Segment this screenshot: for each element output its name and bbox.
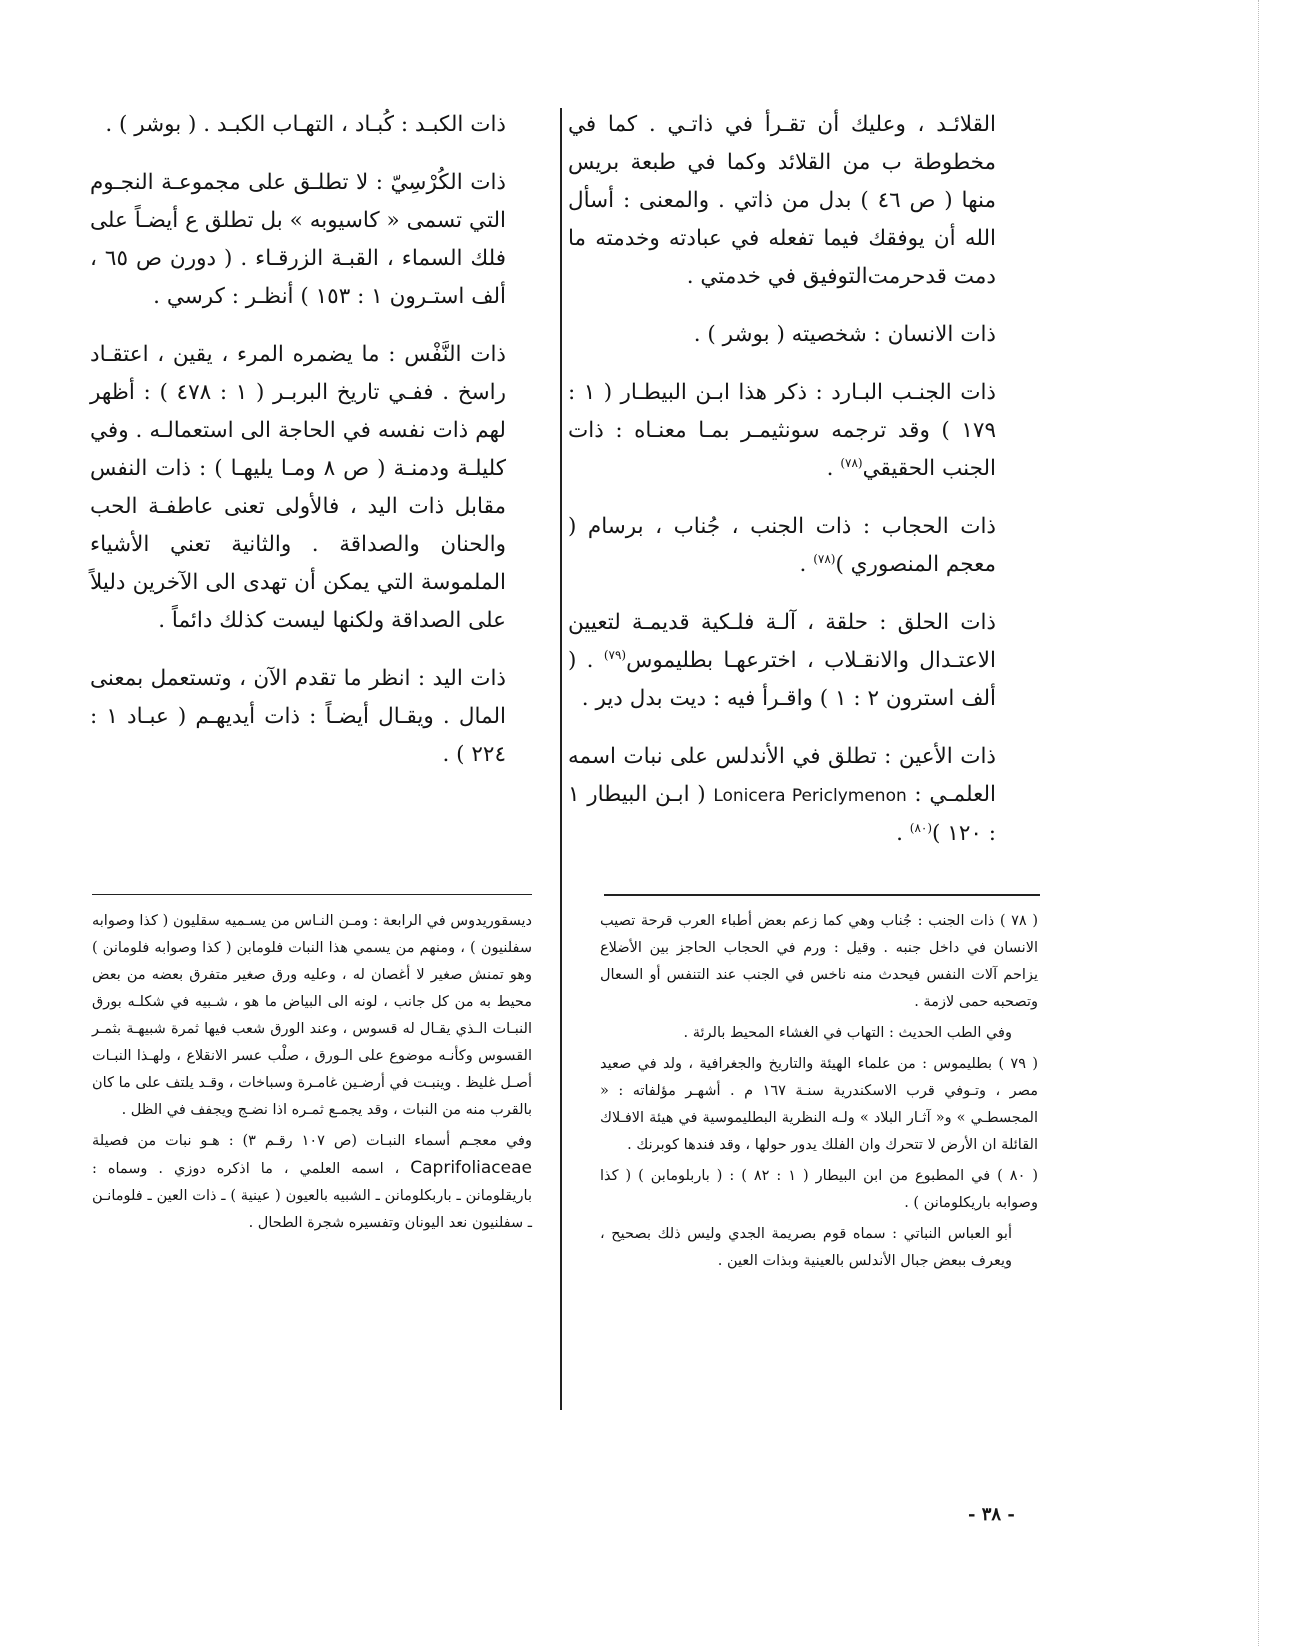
- footnote-rule-left: [92, 894, 532, 895]
- footnotes-left: [92, 908, 532, 1241]
- footnote-79: ( ٧٩ ) بطليموس : من علماء الهيئة والتاريخ والجغرافية ، ولد في صعيد مصر ، وتـوفي قرب الاسكندرية سنـة ١٦٧ م . أشهـر مؤلفاته : « المجسطـي » و« آثـار البلاد » ولـه النظرية البطليموسية في هيئة الافـلاك القائلة ان الأرض لا تتحرك وان الفلك يدور حولها ، وقد فندها كوبرنك .: [600, 1056, 1038, 1153]
- entry-dhat-al-janb-al-barid: ذات الجنـب البـارد : ذكر هذا ابـن البيطـار ( ١ : ١٧٩ ) وقد ترجمه سونثيمـر بمـا معنـاه : ذات الجنب الحقيقي$^{(٧٨)}$ .: [568, 380, 996, 481]
- entry-dhat-al-insan: ذات الانسان : شخصيته ( بوشر ) .: [693, 322, 996, 347]
- footnote-80: ( ٨٠ ) في المطبوع من ابن البيطار ( ١ : ٨٢ ) : ( باربلومابن ) ( كذا وصوابه باريكلومانن ) .: [600, 1168, 1038, 1211]
- column-divider: [560, 108, 562, 1410]
- entry-dhat-al-hijab: ذات الحجاب : ذات الجنب ، جُناب ، برسام ( معجم المنصوري )$^{(٧٨)}$ .: [568, 514, 996, 577]
- footnote-78-note: وفي الطب الحديث : التهاب في الغشاء المحيط بالرئة .: [683, 1025, 1012, 1041]
- footnote-78: ( ٧٨ ) ذات الجنب : جُناب وهي كما زعم بعض أطباء العرب قرحة تصيب الانسان في داخل جنبه . وقيل : ورم في الحجاب الحاجز بين الأضلاع يزاحم آلات النفس فيحدث منه ناخس في الجنب عند التنفس أو السعال وتصحبه حمى لازمة .: [600, 913, 1038, 1010]
- right-column: [568, 106, 996, 873]
- left-column: [90, 106, 506, 794]
- entry-dhat-al-nafs: ذات النَّفْس : ما يضمره المرء ، يقين ، اعتقـاد راسخ . ففـي تاريخ البربـر ( ١ : ٤٧٨ ) : أظهر لهم ذات نفسه في الحاجة الى استعمالـه . وفي كليلـة ودمنـة ( ص ٨ ومـا يليهـا ) : ذات النفس مقابل ذات اليد ، فالأولى تعنى عاطفـة الحب والحنان والصداقة . والثانية تعني الأشياء الملموسة التي يمكن أن تهدى الى الآخرين دليلاً على الصداقة ولكنها ليست كذلك دائماً .: [90, 342, 506, 633]
- entry-dhat-al-kursi: ذات الكُرْسِيّ : لا تطلـق على مجموعـة النجـوم التي تسمى « كاسيوبه » بل تطلق ع أيضـاً على فلك السماء ، القبـة الزرقـاء . ( دورن ص ٦٥ ، ألف استـرون ١ : ١٥٣ ) أنظـر : كرسي .: [90, 170, 506, 309]
- page-edge-line: [1258, 0, 1260, 1646]
- entry-dhat-al-yad: ذات اليد : انظر ما تقدم الآن ، وتستعمل بمعنى المال . ويقـال أيضـاً : ذات أيديهـم ( عبـاد ١ : ٢٢٤ ) .: [90, 666, 506, 767]
- page-number: - ٣٨ -: [968, 1504, 1015, 1525]
- entry-qalaid: القلائـد ، وعليك أن تقـرأ في ذاتـي . كما في مخطوطة ب من القلائد وكما في طبعة بريس منها ( ص ٤٦ ) بدل من ذاتي . والمعنى : أسأل الله أن يوفقك فيما تفعله في عبادته وخدمته ما دمت قدحرمت‌التوفيق في خدمتي .: [568, 112, 996, 289]
- footnote-ref-80: (٨٠): [909, 820, 933, 835]
- footnote-rule-right: [604, 894, 1040, 896]
- entry-dhat-al-aayun: ذات الأعين : تطلق في الأندلس على نبات اسمه العلمـي : Lonicera Periclymenon ( ابـن البيطار ١ : ١٢٠ )$^{(٨٠)}$ .: [568, 744, 996, 846]
- footnote-ref-78: (٧٨): [840, 455, 863, 470]
- footnote-continuation: ديسقوريدوس في الرابعة : ومـن النـاس من يسـميه سقليون ( كذا وصوابه سفلنيون ) ، ومنهم من يسمي هذا النبات فلومابن ( كذا وصوابه فلومانن ) وهو تمنش صغير لا أغصان له ، وعليه ورق صغير متفرق بعضه من بعض محيط به من كل جانب ، لونه الى البياض ما هو ، شـبيه في شكلـه بورق النبـات الـذي يقـال له قسوس ، وعند الورق شعب فيها ثمرة شبيهـة بثمـر القسوس وكأنـه موضوع على الـورق ، صلْب عسر الانقلاع ، ولهـذا النبـات أصـل غليظ . وينبـت في أرضـين غامـرة وسباخات ، وقـد يلتف على ما كان بالقرب منه من النبات ، وقد يجمـع ثمـره اذا نضـج ويجفف في الظل .: [92, 913, 532, 1118]
- latin-name: Lonicera Periclymenon: [713, 786, 907, 806]
- entry-dhat-al-halaq: ذات الحلق : حلقة ، آلـة فلـكية قديمـة لتعيين الاعتـدال والانقـلاب ، اخترعهـا بطليموس$^{(٧٩)}$ . ( ألف استرون ٢ : ١ ) واقـرأ فيه : ديت بدل دير .: [568, 610, 997, 711]
- footnotes-right: [600, 908, 1038, 1279]
- latin-family-name: Caprifoliaceae: [410, 1158, 532, 1178]
- footnote-continuation-2: وفي معجـم أسماء النبـات (ص ١٠٧ رقـم ٣) : هـو نبات من فصيلة Caprifoliaceae ، اسمه العلمي ، ما اذكره دوزي . وسماه : باريقلومانن ـ باربكلومانن ـ الشبيه بالعيون ( عينية ) ـ ذات العين ـ فلومانـن ـ سفلنيون نعد اليونان وتفسيره شجرة الطحال .: [92, 1133, 532, 1231]
- footnote-ref-79: (٧٩): [603, 647, 627, 662]
- footnote-80-note: أبو العباس النباتي : سماه قوم بصريمة الجدي وليس ذلك بصحيح ، ويعرف ببعض جبال الأندلس بالعينية وبذات العين .: [600, 1226, 1012, 1269]
- entry-dhat-al-kabid: ذات الكبـد : كُبـاد ، التهـاب الكبـد . ( بوشر ) .: [105, 112, 506, 137]
- footnote-ref-78b: (٧٨): [813, 551, 836, 566]
